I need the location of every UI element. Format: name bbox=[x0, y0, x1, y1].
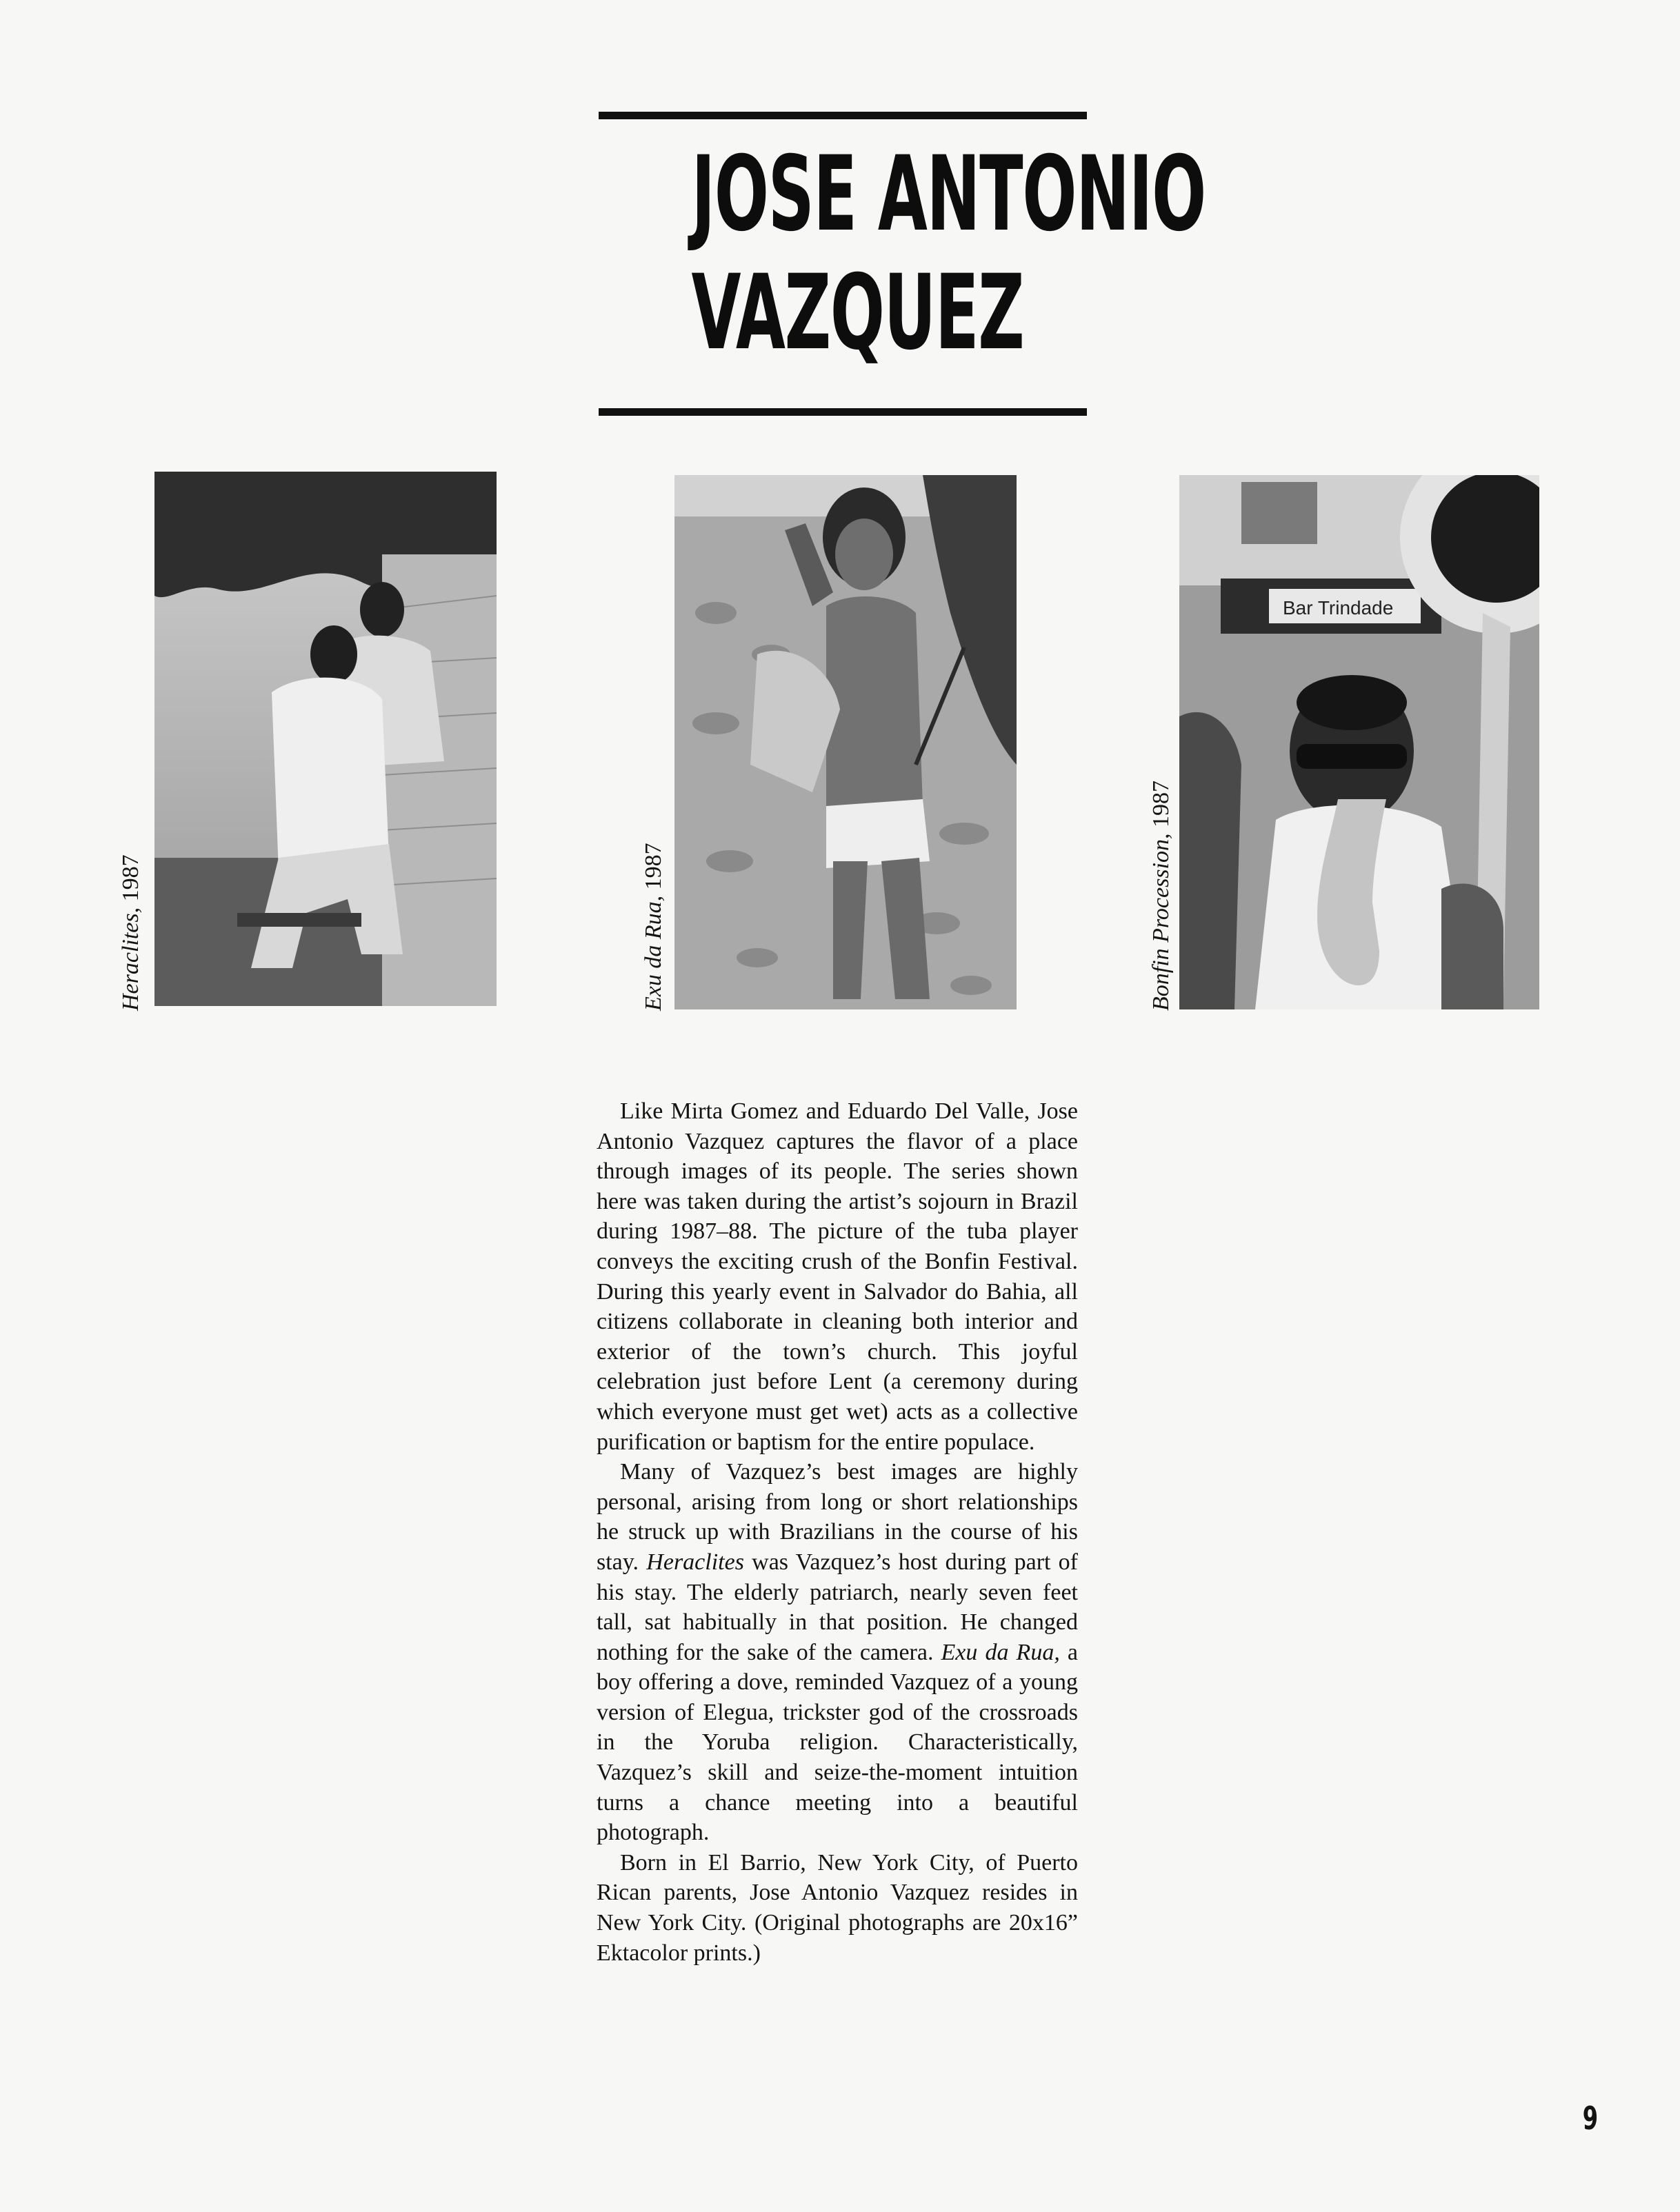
title-rule-top bbox=[599, 112, 1087, 119]
caption-heraclites-title: Heraclites, bbox=[118, 907, 143, 1011]
photo-exu-da-rua bbox=[674, 475, 1017, 1009]
caption-bonfin-procession-year: 1987 bbox=[1148, 781, 1174, 827]
photo-bonfin-procession bbox=[1179, 475, 1539, 1009]
photo-heraclites-image bbox=[154, 472, 497, 1006]
title-line-2: VAZQUEZ bbox=[691, 253, 1024, 373]
paragraph-1: Like Mirta Gomez and Eduardo Del Valle, Jose Antonio Vazquez captures the flavor of a place through images of its people. The series shown here was taken during the artist’s sojourn in Brazil during 1987–88. The picture of the tuba player conveys the exciting crush of the Bonfin Festival. During this yearly event in Salvador do Bahia, all citizens collaborate in cleaning both interior and exterior of the town’s church. This joyful celebration just before Lent (a ceremony during which everyone must get wet) acts as a collective purification or baptism for the entire populace. bbox=[597, 1098, 1078, 1455]
caption-bonfin-procession bbox=[1148, 781, 1175, 1011]
title-exu-da-rua: Exu da Rua, bbox=[941, 1639, 1060, 1665]
photo-bonfin-procession-image bbox=[1179, 475, 1539, 1009]
caption-bonfin-procession-title: Bonfin Procession, bbox=[1148, 833, 1174, 1011]
caption-exu-da-rua-year: 1987 bbox=[641, 843, 666, 890]
page-number: 9 bbox=[1582, 2100, 1599, 2137]
page-title bbox=[691, 134, 1206, 373]
caption-heraclites bbox=[117, 854, 145, 1011]
title-heraclites: Heraclites bbox=[646, 1549, 744, 1575]
title-line-1: JOSE ANTONIO bbox=[691, 134, 1206, 254]
paragraph-2-part-a: Many of Vazquez’s best images are highly personal, arising from long or short relationships he struck up with Brazilians in the course of his stay. bbox=[597, 1459, 1078, 1575]
caption-exu-da-rua bbox=[640, 843, 668, 1011]
bar-sign-text: Bar Trindade bbox=[1283, 597, 1394, 619]
article-body bbox=[597, 1096, 1078, 1968]
paragraph-2 bbox=[597, 1457, 1078, 1848]
paragraph-3: Born in El Barrio, New York City, of Puerto Rican parents, Jose Antonio Vazquez resides in New York City. (Original photographs are 20x16” Ektacolor prints.) bbox=[597, 1849, 1078, 1966]
photo-exu-da-rua-image bbox=[674, 475, 1017, 1009]
caption-heraclites-year: 1987 bbox=[118, 854, 143, 902]
title-rule-bottom bbox=[599, 408, 1087, 416]
paragraph-2-part-c: a boy offering a dove, reminded Vazquez of a young version of Elegua, trickster god of the crossroads in the Yoruba religion. Characteristically, Vazquez’s skill and seize-the-moment intuition turns a chance meeting into a beautiful photograph. bbox=[597, 1639, 1078, 1846]
paragraph-2-part-b: was Vazquez’s host during part of his stay. The elderly patriarch, nearly seven feet tall, sat habitually in that position. He changed nothing for the sake of the camera. bbox=[597, 1549, 1079, 1665]
caption-exu-da-rua-title: Exu da Rua, bbox=[641, 895, 666, 1011]
photo-heraclites bbox=[154, 472, 497, 1006]
